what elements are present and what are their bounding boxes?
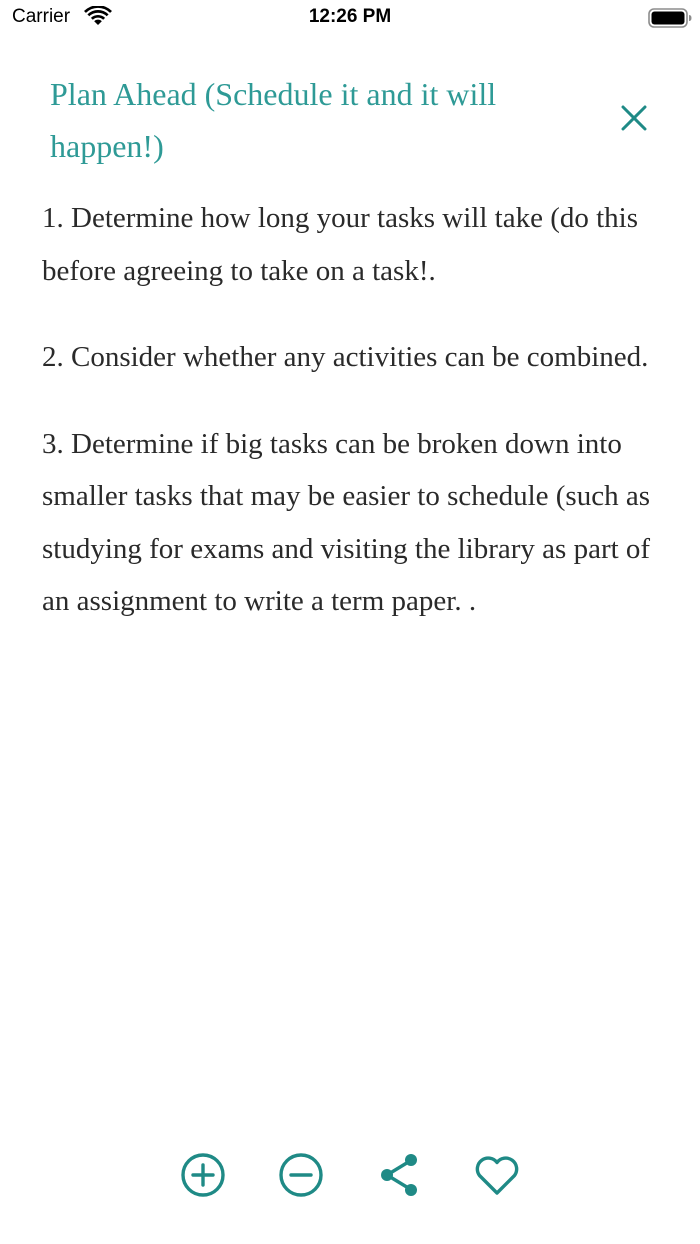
paragraph-1: 1. Determine how long your tasks will take (do this before agreeing to take on a task!. xyxy=(42,202,639,287)
favorite-button[interactable] xyxy=(472,1150,522,1200)
page-title: Plan Ahead (Schedule it and it will happen!) xyxy=(50,76,497,164)
heart-icon xyxy=(472,1150,522,1200)
header xyxy=(50,68,570,172)
zoom-out-icon xyxy=(276,1150,326,1200)
article-content xyxy=(42,192,667,662)
zoom-in-button[interactable] xyxy=(178,1150,228,1200)
share-icon xyxy=(374,1150,424,1200)
battery-icon xyxy=(648,8,692,28)
carrier-label: Carrier xyxy=(12,6,71,27)
paragraph-2: 2. Consider whether any activities can be combined. xyxy=(42,341,649,373)
zoom-in-icon xyxy=(178,1150,228,1200)
bottom-toolbar xyxy=(0,1150,700,1206)
status-bar xyxy=(0,0,700,40)
share-button[interactable] xyxy=(374,1150,424,1200)
zoom-out-button[interactable] xyxy=(276,1150,326,1200)
status-time: 12:26 PM xyxy=(308,6,392,27)
close-icon xyxy=(614,98,654,138)
close-button[interactable] xyxy=(614,98,654,138)
paragraph-3: 3. Determine if big tasks can be broken down into smaller tasks that may be easier to schedule (such as studying for exams and visiting the library as part of an assignment to write a term paper. . xyxy=(42,427,651,617)
